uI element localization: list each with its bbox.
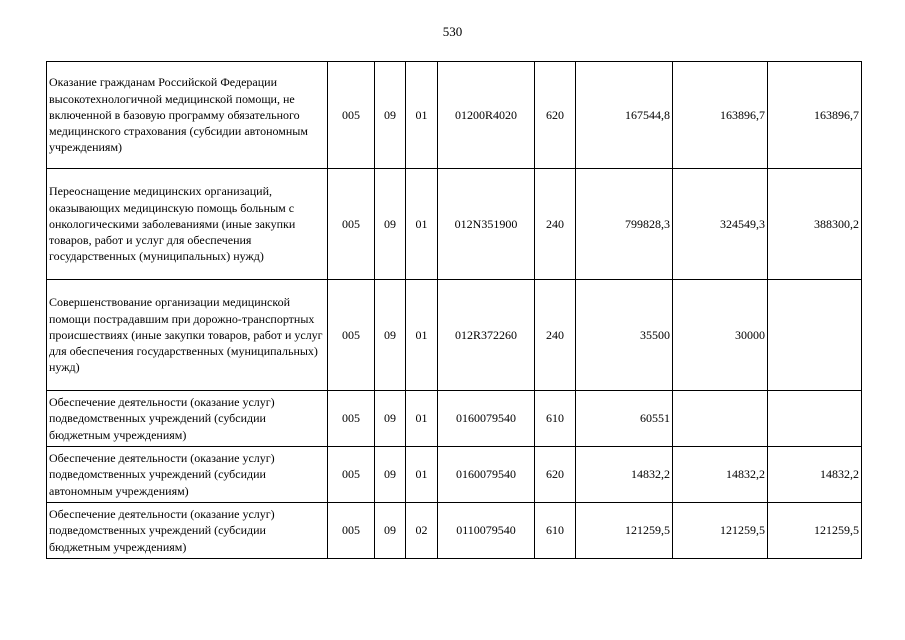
cell-amount-year-3: 14832,2 — [768, 447, 862, 503]
cell-expense-type-code: 610 — [535, 503, 576, 559]
cell-section-code: 09 — [375, 391, 406, 447]
cell-subsection-code: 01 — [406, 447, 438, 503]
cell-ved-code: 005 — [328, 62, 375, 169]
cell-amount-year-2 — [673, 391, 768, 447]
cell-target-article-code: 012N351900 — [438, 169, 535, 280]
cell-description: Переоснащение медицинских организаций, оказывающих медицинскую помощь больным с онкологическими заболеваниями (иные закупки товаров, работ и услуг для обеспечения государственных (муниципальных) нужд) — [47, 169, 328, 280]
table-body — [47, 62, 862, 559]
cell-amount-year-1: 167544,8 — [576, 62, 673, 169]
cell-subsection-code: 02 — [406, 503, 438, 559]
table-row — [47, 169, 862, 280]
cell-amount-year-3 — [768, 280, 862, 391]
page-number: 530 — [442, 24, 463, 39]
cell-section-code: 09 — [375, 503, 406, 559]
cell-description: Обеспечение деятельности (оказание услуг) подведомственных учреждений (субсидии автономным учреждениям) — [47, 447, 328, 503]
cell-expense-type-code: 610 — [535, 391, 576, 447]
table-row — [47, 391, 862, 447]
cell-amount-year-2: 14832,2 — [673, 447, 768, 503]
cell-target-article-code: 01200R4020 — [438, 62, 535, 169]
cell-expense-type-code: 240 — [535, 169, 576, 280]
cell-amount-year-2: 324549,3 — [673, 169, 768, 280]
cell-target-article-code: 0160079540 — [438, 447, 535, 503]
cell-amount-year-3 — [768, 391, 862, 447]
table-row — [47, 447, 862, 503]
cell-amount-year-1: 35500 — [576, 280, 673, 391]
cell-amount-year-1: 14832,2 — [576, 447, 673, 503]
cell-expense-type-code: 620 — [535, 447, 576, 503]
cell-amount-year-2: 121259,5 — [673, 503, 768, 559]
cell-target-article-code: 012R372260 — [438, 280, 535, 391]
table-row — [47, 62, 862, 169]
cell-amount-year-1: 121259,5 — [576, 503, 673, 559]
cell-subsection-code: 01 — [406, 62, 438, 169]
cell-subsection-code: 01 — [406, 169, 438, 280]
cell-description: Совершенствование организации медицинской помощи пострадавшим при дорожно-транспортных происшествиях (иные закупки товаров, работ и услуг для обеспечения государственных (муниципальных) нужд) — [47, 280, 328, 391]
cell-subsection-code: 01 — [406, 280, 438, 391]
cell-ved-code: 005 — [328, 391, 375, 447]
budget-table — [46, 61, 862, 559]
cell-section-code: 09 — [375, 447, 406, 503]
cell-ved-code: 005 — [328, 280, 375, 391]
cell-description: Оказание гражданам Российской Федерации высокотехнологичной медицинской помощи, не включенной в базовую программу обязательного медицинского страхования (субсидии автономным учреждениям) — [47, 62, 328, 169]
cell-subsection-code: 01 — [406, 391, 438, 447]
cell-ved-code: 005 — [328, 503, 375, 559]
cell-amount-year-1: 799828,3 — [576, 169, 673, 280]
cell-target-article-code: 0160079540 — [438, 391, 535, 447]
cell-amount-year-3: 163896,7 — [768, 62, 862, 169]
cell-section-code: 09 — [375, 280, 406, 391]
cell-amount-year-3: 388300,2 — [768, 169, 862, 280]
cell-amount-year-1: 60551 — [576, 391, 673, 447]
cell-amount-year-2: 30000 — [673, 280, 768, 391]
cell-ved-code: 005 — [328, 447, 375, 503]
table-row — [47, 280, 862, 391]
cell-section-code: 09 — [375, 62, 406, 169]
cell-expense-type-code: 620 — [535, 62, 576, 169]
table-row — [47, 503, 862, 559]
cell-target-article-code: 0110079540 — [438, 503, 535, 559]
cell-description: Обеспечение деятельности (оказание услуг) подведомственных учреждений (субсидии бюджетным учреждениям) — [47, 391, 328, 447]
cell-expense-type-code: 240 — [535, 280, 576, 391]
cell-description: Обеспечение деятельности (оказание услуг) подведомственных учреждений (субсидии бюджетным учреждениям) — [47, 503, 328, 559]
cell-ved-code: 005 — [328, 169, 375, 280]
cell-amount-year-3: 121259,5 — [768, 503, 862, 559]
cell-section-code: 09 — [375, 169, 406, 280]
cell-amount-year-2: 163896,7 — [673, 62, 768, 169]
